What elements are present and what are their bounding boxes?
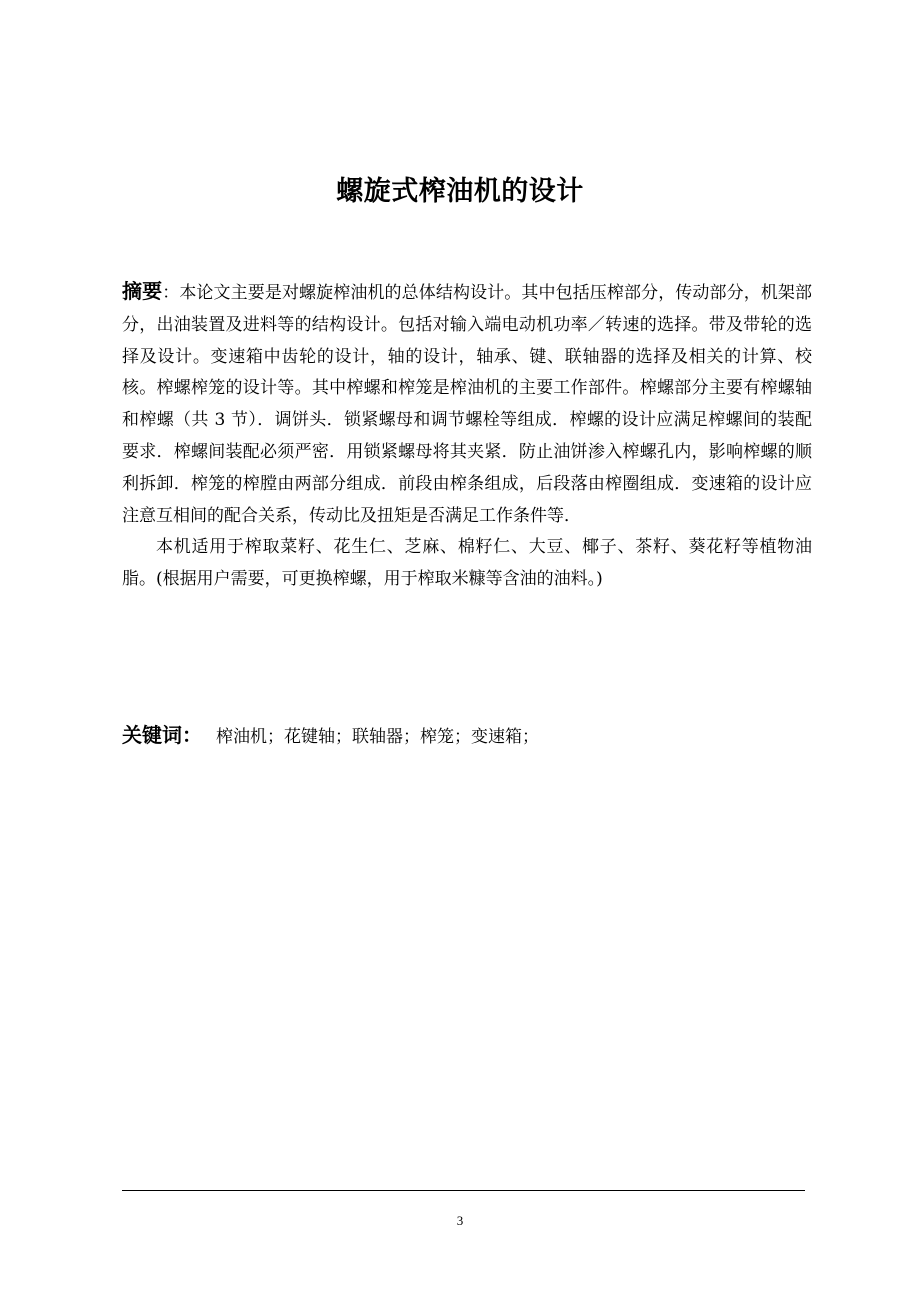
page-title: 螺旋式榨油机的设计 (336, 176, 584, 207)
abstract-label: 摘要 (122, 279, 163, 303)
abstract-section (122, 276, 812, 596)
keywords-label: 关键词： (122, 723, 202, 747)
abstract-text-1: 本论文主要是对螺旋榨油机的总体结构设计。其中包括压榨部分，传动部分，机架部分，出油装置及进料等的结构设计。包括对输入端电动机功率／转速的选择。带及带轮的选择及设计。变速箱中齿轮的设计，轴的设计，轴承、键、联轴器的选择及相关的计算、校核。榨螺榨笼的设计等。其中榨螺和榨笼是榨油机的主要工作部件。榨螺部分主要有榨螺轴和榨螺（共 3 节）．调饼头．锁紧螺母和调节螺栓等组成．榨螺的设计应满足榨螺间的装配要求．榨螺间装配必须严密．用锁紧螺母将其夹紧．防止油饼渗入榨螺孔内，影响榨螺的顺利拆卸．榨笼的榨膛由两部分组成．前段由榨条组成，后段落由榨圈组成．变速箱的设计应注意互相间的配合关系，传动比及扭矩是否满足工作条件等． (122, 283, 813, 526)
abstract-label-separator: ： (162, 283, 180, 303)
keywords-text: 榨油机；花键轴；联轴器；榨笼；变速箱； (216, 727, 539, 747)
page-number: 3 (456, 1213, 464, 1228)
abstract-paragraph-1 (122, 276, 812, 532)
abstract-paragraph-2: 本机适用于榨取菜籽、花生仁、芝麻、棉籽仁、大豆、椰子、茶籽、葵花籽等植物油脂。(根据用户需要，可更换榨螺，用于榨取米糠等含油的油料。) (122, 537, 812, 590)
footer-rule (122, 1190, 805, 1191)
keywords-section (122, 720, 812, 752)
